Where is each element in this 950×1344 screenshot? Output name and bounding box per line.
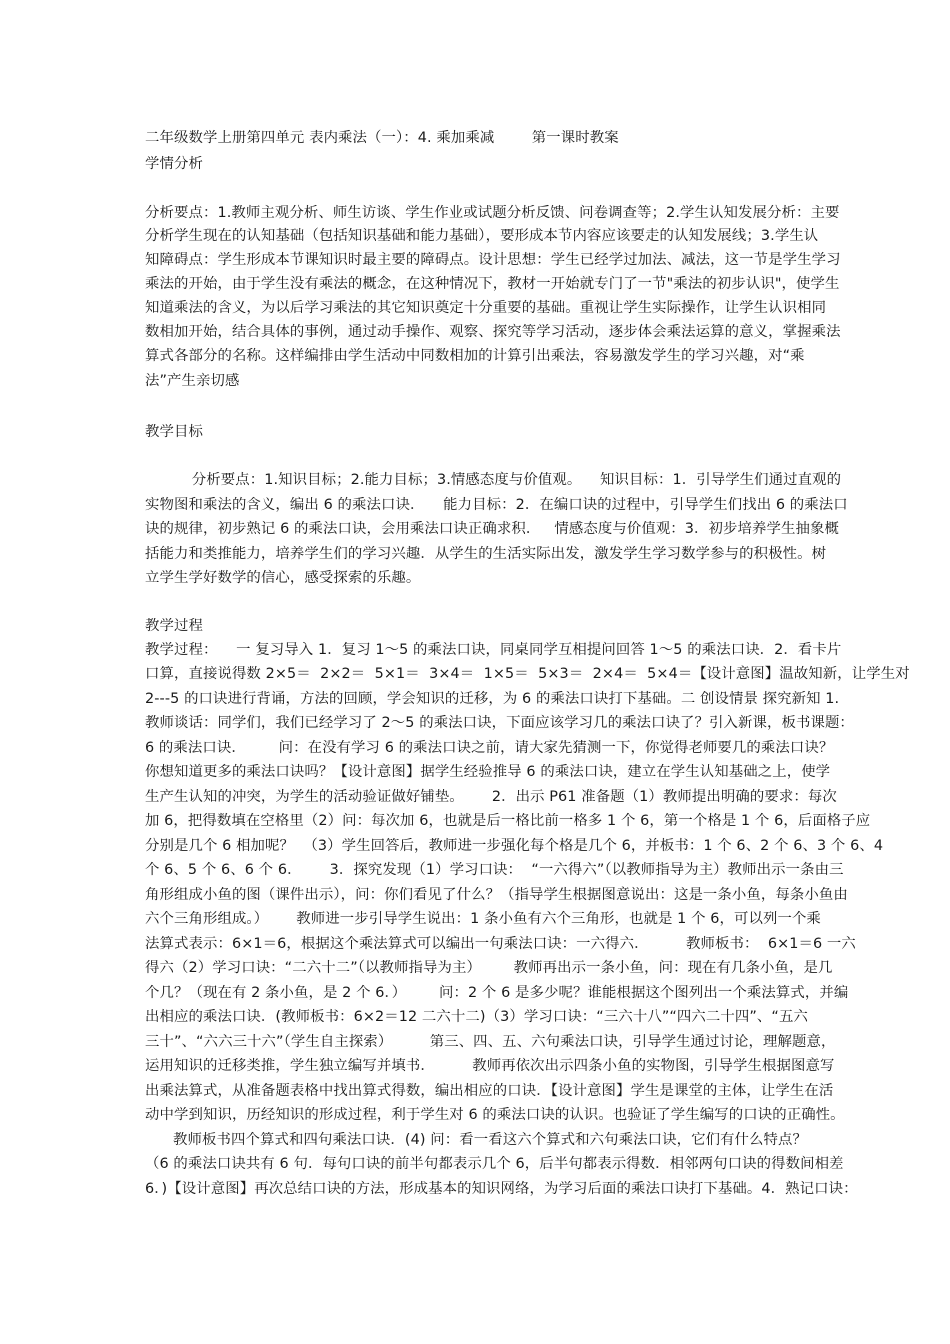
process-line: 得六（2）学习口诀：“二六十二”（以教师指导为主） 教师再出示一条小鱼，问：现在有几条小鱼，是几 [145,960,833,976]
process-line: 生产生认知的冲突，为学生的活动验证做好铺垫。 2．出示 P61 准备题（1）教师提出明确的要求：每次 [145,789,837,805]
section-heading-process: 教学过程 [145,618,203,634]
analysis-line: 知道乘法的含义，为以后学习乘法的其它知识奠定十分重要的基础。重视让学生实际操作，让学生认识相同 [145,300,827,316]
process-line: 分别是几个 6 相加呢？ （3）学生回答后，教师进一步强化每个格是几个 6，并板书：1 个 6、2 个 6、3 个 6、4 [145,838,884,854]
process-line: 口算，直接说得数 2×5＝ 2×2＝ 5×1＝ 3×4＝ 1×5＝ 5×3＝ 2×4＝ 5×4＝【设计意图】温故知新，让学生对 [145,666,910,682]
process-line: 六个三角形组成。） 教师进一步引导学生说出：1 条小鱼有六个三角形，也就是 1 个 6，可以列一个乘 [145,911,821,927]
analysis-line: 乘法的开始，由于学生没有乘法的概念，在这种情况下，教材一开始就专门了一节"乘法的初步认识"，使学生 [145,276,840,292]
objectives-line: 诀的规律，初步熟记 6 的乘法口诀，会用乘法口诀正确求积． 情感态度与价值观：3．初步培养学生抽象概 [145,521,839,537]
document-title: 二年级数学上册第四单元 表内乘法（一）：4. 乘加乘减 第一课时教案 [145,130,619,146]
process-line: 运用知识的迁移类推，学生独立编写并填书． 教师再依次出示四条小鱼的实物图，引导学生根据图意写 [145,1058,835,1074]
analysis-line: 分析要点：1.教师主观分析、师生访谈、学生作业或试题分析反馈、问卷调查等；2.学生认知发展分析：主要 [145,205,840,221]
section-heading-analysis: 学情分析 [145,156,203,172]
objectives-line: 括能力和类推能力，培养学生们的学习兴趣．从学生的生活实际出发，激发学生学习数学参与的积极性。树 [145,546,827,562]
process-line: 6 的乘法口诀． 问：在没有学习 6 的乘法口诀之前，请大家先猜测一下，你觉得老师要几的乘法口诀？ [145,740,834,756]
process-line: 教师谈话：同学们，我们已经学习了 2～5 的乘法口诀，下面应该学习几的乘法口诀了？引入新课，板书课题： [145,715,854,731]
process-line: 加 6，把得数填在空格里（2）问：每次加 6，也就是后一格比前一格多 1 个 6，第一个格是 1 个 6，后面格子应 [145,813,871,829]
process-line: 个几？（现在有 2 条小鱼，是 2 个 6．） 问：2 个 6 是多少呢？谁能根据这个图列出一个乘法算式，并编 [145,985,849,1001]
process-line: 出乘法算式，从准备题表格中找出算式得数，编出相应的口诀．【设计意图】学生是课堂的主体，让学生在活 [145,1083,834,1099]
process-line: 2---5 的口诀进行背诵，方法的回顾，学会知识的迁移，为 6 的乘法口诀打下基础。二 创设情景 探究新知 1. [145,691,840,707]
objectives-line: 实物图和乘法的含义，编出 6 的乘法口诀． 能力目标：2．在编口诀的过程中，引导学生们找出 6 的乘法口 [145,497,848,513]
process-line: 教师板书四个算式和四句乘法口诀．(4) 问：看一看这六个算式和六句乘法口诀，它们有什么特点？ [145,1132,808,1148]
process-line: （6 的乘法口诀共有 6 句．每句口诀的前半句都表示几个 6，后半句都表示得数．相邻两句口诀的得数间相差 [145,1156,844,1172]
objectives-line: 分析要点：1.知识目标；2.能力目标；3.情感态度与价值观。 知识目标：1．引导学生们通过直观的 [145,472,842,488]
process-line: 教学过程： 一 复习导入 1．复习 1～5 的乘法口诀，同桌同学互相提问回答 1～5 的乘法口诀．2．看卡片 [145,642,842,658]
analysis-line: 数相加开始，结合具体的事例，通过动手操作、观察、探究等学习活动，逐步体会乘法运算的意义，掌握乘法 [145,324,841,340]
process-line: 6．)【设计意图】再次总结口诀的方法，形成基本的知识网络，为学习后面的乘法口诀打下基础。4．熟记口诀： [145,1181,858,1197]
section-heading-objectives: 教学目标 [145,424,203,440]
process-line: 三十”、“六六三十六”（学生自主探索） 第三、四、五、六句乘法口诀，引导学生通过讨论，理解题意， [145,1034,836,1050]
process-line: 动中学到知识，历经知识的形成过程，利于学生对 6 的乘法口诀的认识。也验证了学生编写的口诀的正确性。 [145,1107,845,1123]
process-line: 角形组成小鱼的图（课件出示），问：你们看见了什么？（指导学生根据图意说出：这是一条小鱼，每条小鱼由 [145,887,848,903]
process-line: 出相应的乘法口诀．(教师板书：6×2＝12 二六十二)（3）学习口诀：“三六十八”“四六二十四”、“五六 [145,1009,808,1025]
analysis-line: 知障碍点：学生形成本节课知识时最主要的障碍点。设计思想：学生已经学过加法、减法，这一节是学生学习 [145,252,841,268]
analysis-line: 分析学生现在的认知基础（包括知识基础和能力基础），要形成本节内容应该要走的认知发展线；3.学生认 [145,228,819,244]
analysis-line: 算式各部分的名称。这样编排由学生活动中同数相加的计算引出乘法，容易激发学生的学习兴趣，对“乘 [145,348,805,364]
analysis-line: 法”产生亲切感 [145,373,240,389]
process-line: 个 6、5 个 6、6 个 6． 3．探究发现（1）学习口诀： “一六得六”（以教师指导为主）教师出示一条由三 [145,862,844,878]
process-line: 法算式表示：6×1＝6，根据这个乘法算式可以编出一句乘法口诀：一六得六． 教师板书： 6×1＝6 一六 [145,936,856,952]
process-line: 你想知道更多的乘法口诀吗？【设计意图】据学生经验推导 6 的乘法口诀，建立在学生认知基础之上，使学 [145,764,831,780]
objectives-line: 立学生学好数学的信心，感受探索的乐趣。 [145,570,421,586]
